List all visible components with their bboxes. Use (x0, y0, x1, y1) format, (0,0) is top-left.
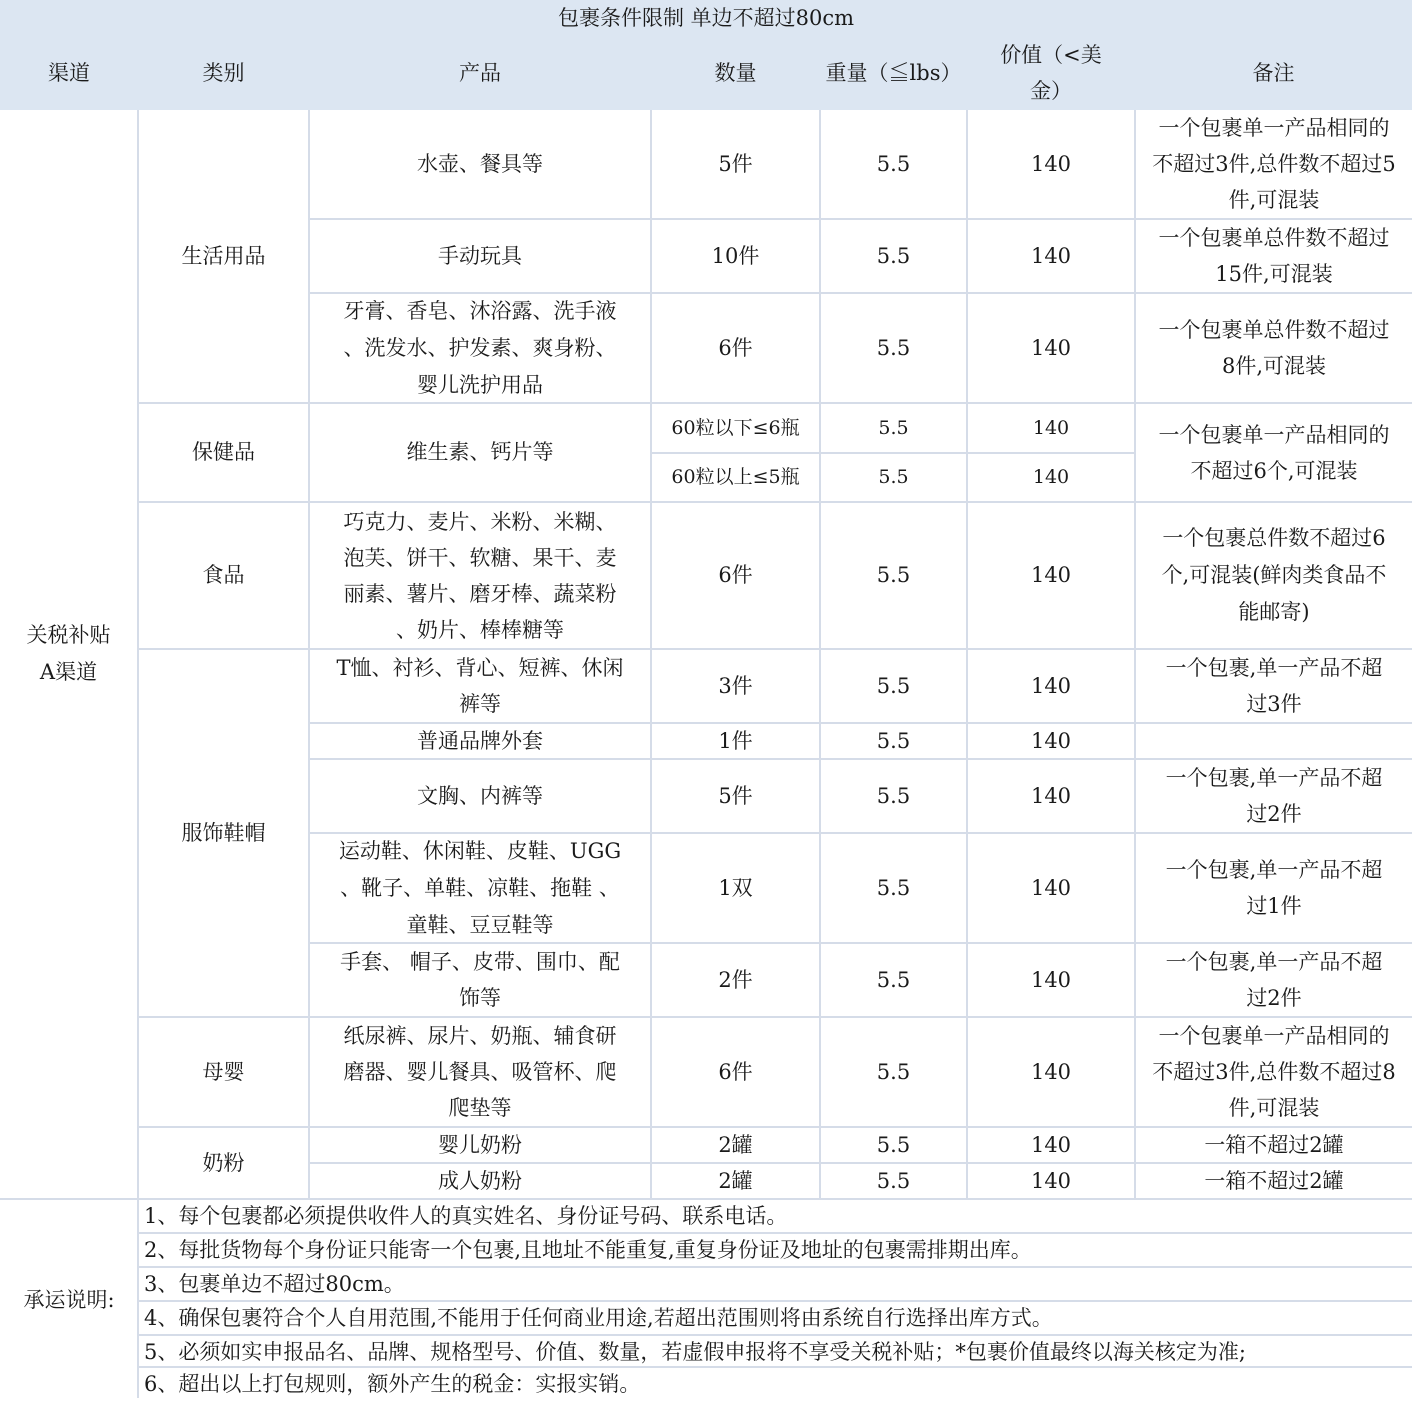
category-health: 保健品 (192, 440, 255, 464)
category-food: 食品 (202, 563, 245, 587)
product-cell: 婴儿奶粉 (438, 1132, 522, 1157)
table-title: 包裹条件限制 单边不超过80cm (557, 5, 855, 30)
quantity-cell: 2件 (718, 967, 753, 992)
weight-cell: 5.5 (876, 563, 911, 587)
weight-cell: 5.5 (876, 673, 911, 698)
quantity-cell: 6件 (718, 563, 753, 587)
weight-cell: 5.5 (876, 1168, 911, 1193)
product-cell: 成人奶粉 (438, 1168, 522, 1193)
shipping-note: 4、确保包裹符合个人自用范围,不能用于任何商业用途,若超出范围则将由系统自行选择出库方式。 (144, 1306, 1053, 1330)
header-quantity: 数量 (714, 60, 757, 85)
quantity-cell: 2罐 (718, 1132, 753, 1157)
shipping-note: 6、超出以上打包规则，额外产生的税金：实报实销。 (144, 1372, 641, 1396)
quantity-cell: 5件 (718, 151, 753, 176)
value-cell: 140 (1030, 1168, 1072, 1193)
product-cell: 手动玩具 (438, 243, 522, 268)
product-cell: 水壶、餐具等 (417, 151, 543, 176)
channel-name: 关税补贴 A渠道 (26, 623, 111, 684)
quantity-cell: 6件 (718, 1059, 753, 1084)
weight-cell: 5.5 (876, 243, 911, 268)
remark-cell: 一个包裹单一产品相同的 不超过6个,可混装 (1158, 422, 1390, 483)
product-cell: T恤、衬衫、背心、短裤、休闲 裤等 (336, 656, 624, 716)
remark-cell: 一个包裹,单一产品不超 过2件 (1165, 766, 1383, 826)
shipping-note: 3、包裹单边不超过80cm。 (144, 1272, 405, 1296)
category-baby: 母婴 (202, 1059, 245, 1084)
shipping-note: 2、每批货物每个身份证只能寄一个包裹,且地址不能重复,重复身份证及地址的包裹需排期出库。 (144, 1238, 1032, 1262)
product-cell: 牙膏、香皂、沐浴露、洗手液 、洗发水、护发素、爽身粉、 婴儿洗护用品 (343, 298, 617, 397)
remark-cell: 一个包裹单总件数不超过 8件,可混装 (1158, 318, 1390, 378)
quantity-cell: 10件 (711, 243, 760, 268)
remark-cell: 一个包裹,单一产品不超 过2件 (1165, 950, 1383, 1010)
product-cell: 手套、 帽子、皮带、围巾、配 饰等 (340, 950, 620, 1010)
value-cell: 140 (1030, 1132, 1072, 1157)
quantity-cell: 6件 (718, 335, 753, 360)
header-channel: 渠道 (48, 60, 90, 85)
header-remark: 备注 (1252, 60, 1295, 85)
product-cell: 文胸、内裤等 (417, 783, 543, 808)
header-category: 类别 (202, 60, 245, 85)
quantity-cell: 5件 (718, 783, 753, 808)
remark-cell: 一个包裹总件数不超过6 个,可混装(鲜肉类食品不 能邮寄) (1161, 526, 1387, 624)
value-cell: 140 (1030, 1059, 1072, 1084)
weight-cell: 5.5 (878, 416, 909, 439)
weight-cell: 5.5 (876, 1059, 911, 1084)
quantity-cell: 1件 (718, 728, 753, 753)
category-milk: 奶粉 (202, 1150, 245, 1175)
remark-cell: 一个包裹单总件数不超过 15件,可混装 (1158, 226, 1390, 286)
weight-cell: 5.5 (876, 151, 911, 176)
value-cell: 140 (1030, 783, 1072, 808)
weight-cell: 5.5 (876, 335, 911, 360)
weight-cell: 5.5 (876, 1132, 911, 1157)
quantity-cell: 60粒以下≤6瓶 (671, 416, 800, 439)
header-weight: 重量（≦lbs） (825, 60, 962, 85)
value-cell: 140 (1030, 875, 1072, 900)
product-cell: 巧克力、麦片、米粉、米糊、 泡芙、饼干、软糖、果干、麦 丽素、薯片、磨牙棒、蔬菜粉 、奶片、棒棒糖等 (343, 509, 617, 642)
product-cell: 普通品牌外套 (417, 728, 543, 753)
remark-cell: 一个包裹,单一产品不超 过1件 (1165, 858, 1383, 918)
shipping-note: 1、每个包裹都必须提供收件人的真实姓名、身份证号码、联系电话。 (144, 1204, 788, 1228)
weight-cell: 5.5 (876, 875, 911, 900)
value-cell: 140 (1030, 563, 1072, 587)
value-cell: 140 (1030, 673, 1072, 698)
weight-cell: 5.5 (878, 466, 909, 488)
category-apparel: 服饰鞋帽 (181, 820, 266, 845)
category-daily: 生活用品 (181, 243, 266, 268)
value-cell: 140 (1030, 151, 1072, 176)
quantity-cell: 3件 (718, 673, 753, 698)
remark-cell: 一个包裹单一产品相同的 不超过3件,总件数不超过5 件,可混装 (1152, 116, 1396, 212)
remark-cell: 一箱不超过2罐 (1204, 1132, 1344, 1157)
product-cell: 维生素、钙片等 (406, 440, 554, 464)
weight-cell: 5.5 (876, 967, 911, 992)
value-cell: 140 (1032, 416, 1070, 439)
value-cell: 140 (1032, 466, 1070, 488)
quantity-cell: 60粒以上≤5瓶 (671, 466, 800, 488)
product-cell: 纸尿裤、尿片、奶瓶、辅食研 磨器、婴儿餐具、吸管杯、爬 爬垫等 (343, 1024, 617, 1120)
shipping-note: 5、必须如实申报品名、品牌、规格型号、价值、数量，若虚假申报将不享受关税补贴；*包裹价值最终以海关核定为准; (144, 1340, 1246, 1364)
remark-cell: 一个包裹,单一产品不超 过3件 (1165, 656, 1383, 716)
weight-cell: 5.5 (876, 728, 911, 753)
remark-cell: 一箱不超过2罐 (1204, 1168, 1344, 1193)
header-value: 价值（<美 金） (1000, 43, 1102, 103)
quantity-cell: 1双 (718, 875, 753, 900)
value-cell: 140 (1030, 335, 1072, 360)
value-cell: 140 (1030, 967, 1072, 992)
header-product: 产品 (459, 60, 501, 85)
weight-cell: 5.5 (876, 783, 911, 808)
value-cell: 140 (1030, 728, 1072, 753)
quantity-cell: 2罐 (718, 1168, 753, 1193)
value-cell: 140 (1030, 243, 1072, 268)
remark-cell: 一个包裹单一产品相同的 不超过3件,总件数不超过8 件,可混装 (1152, 1024, 1396, 1120)
product-cell: 运动鞋、休闲鞋、皮鞋、UGG 、靴子、单鞋、凉鞋、拖鞋 、 童鞋、豆豆鞋等 (338, 838, 622, 937)
shipping-label: 承运说明: (23, 1288, 115, 1312)
